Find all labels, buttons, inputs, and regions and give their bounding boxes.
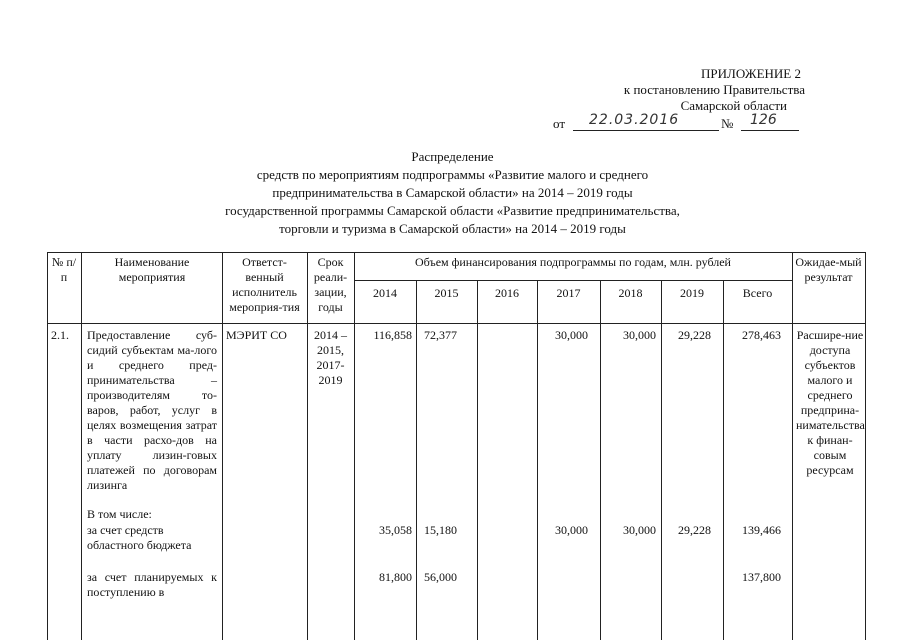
value-cell: 15,180 [424, 523, 457, 537]
year-col-border [600, 280, 601, 640]
appendix-line-resolution: к постановлению Правительства [623, 82, 805, 97]
heading-line-2: средств по мероприятиям подпрограммы «Развитие малого и среднего [256, 167, 649, 182]
heading-line-3: предпринимательства в Самарской области» на 2014 – 2019 годы [272, 185, 633, 200]
appendix-title: ПРИЛОЖЕНИЕ 2 [701, 66, 801, 81]
value-cell: 30,000 [555, 523, 588, 537]
row-term: 2014 – 2015, 2017-2019 [314, 328, 347, 387]
value-cell: 35,058 [379, 523, 412, 537]
value-cell: 30,000 [555, 328, 588, 342]
value-cell: 30,000 [623, 328, 656, 342]
header-year-2015: 2015 [434, 286, 459, 300]
number-prefix: № [721, 116, 734, 131]
appendix-line-region: Самарской области [680, 98, 787, 113]
year-col-border [661, 280, 662, 640]
table-top-border [47, 252, 865, 253]
col-border [81, 252, 82, 640]
handwritten-date: 22.03.2016 [589, 112, 680, 128]
header-year-2016: 2016 [495, 286, 519, 300]
value-cell: 72,377 [424, 328, 457, 342]
value-cell: 116,858 [373, 328, 412, 342]
header-funding: Объем финансирования подпрограммы по годам, млн. рублей [415, 255, 731, 269]
header-year-2018: 2018 [618, 286, 643, 300]
value-cell: 56,000 [424, 570, 457, 584]
col-border [222, 252, 223, 640]
appendix-block [545, 66, 805, 134]
header-term: Срок реали-зации, годы [313, 255, 348, 314]
including-label: В том числе: [87, 507, 152, 521]
value-cell-total: 137,800 [742, 570, 781, 584]
heading-line-4: государственной программы Самарской области «Развитие предпринимательства, [225, 203, 680, 218]
col-border [354, 252, 355, 640]
document-heading [0, 148, 905, 238]
col-border [47, 252, 48, 640]
col-border [307, 252, 308, 640]
appendix-date-number-line [545, 112, 805, 134]
year-col-border [537, 280, 538, 640]
value-cell: 81,800 [379, 570, 412, 584]
heading-line-5: торговли и туризма в Самарской области» на 2014 – 2019 годы [279, 221, 626, 236]
row-number: 2.1. [51, 328, 69, 342]
header-year-2014: 2014 [373, 286, 397, 300]
handwritten-number: 126 [750, 112, 777, 128]
row-executor: МЭРИТ СО [226, 328, 287, 342]
year-col-border [477, 280, 478, 640]
date-prefix: от [553, 116, 566, 131]
sub2-label: за счет планируемых к поступлению в [87, 570, 217, 599]
year-col-border [416, 280, 417, 640]
header-executor: Ответст-венный исполнитель мероприя-тия [229, 255, 300, 314]
number-underline [741, 130, 799, 131]
header-name: Наименование мероприятия [114, 255, 190, 284]
funding-header-divider [354, 280, 792, 281]
row-expected-result: Расшире-ние доступа субъектов малого и среднего предприна-нимательства к финан-совым ресурсам [796, 328, 865, 477]
value-cell-total: 278,463 [742, 328, 781, 342]
value-cell: 29,228 [678, 328, 711, 342]
value-cell-total: 139,466 [742, 523, 781, 537]
year-col-border [723, 280, 724, 640]
header-num: № п/п [51, 255, 77, 284]
heading-line-1: Распределение [411, 149, 494, 164]
header-bottom-border [47, 323, 865, 324]
col-border [792, 252, 793, 640]
value-cell: 30,000 [623, 523, 656, 537]
funding-table [47, 252, 865, 640]
header-year-2019: 2019 [680, 286, 704, 300]
col-border [865, 252, 866, 640]
header-total: Всего [742, 286, 773, 300]
row-activity-name: Предоставление суб-сидий субъектам ма-лого и среднего пред-принимательства – производителям то-варов, работ, услуг в целях возмещения затрат в части расхо-дов на уплату лизин-говых платежей по договорам лизинга [87, 328, 217, 492]
header-year-2017: 2017 [556, 286, 581, 300]
date-underline [573, 130, 719, 131]
value-cell: 29,228 [678, 523, 711, 537]
header-result: Ожидае-мый результат [795, 255, 862, 284]
sub1-label: за счет средств областного бюджета [87, 523, 192, 552]
